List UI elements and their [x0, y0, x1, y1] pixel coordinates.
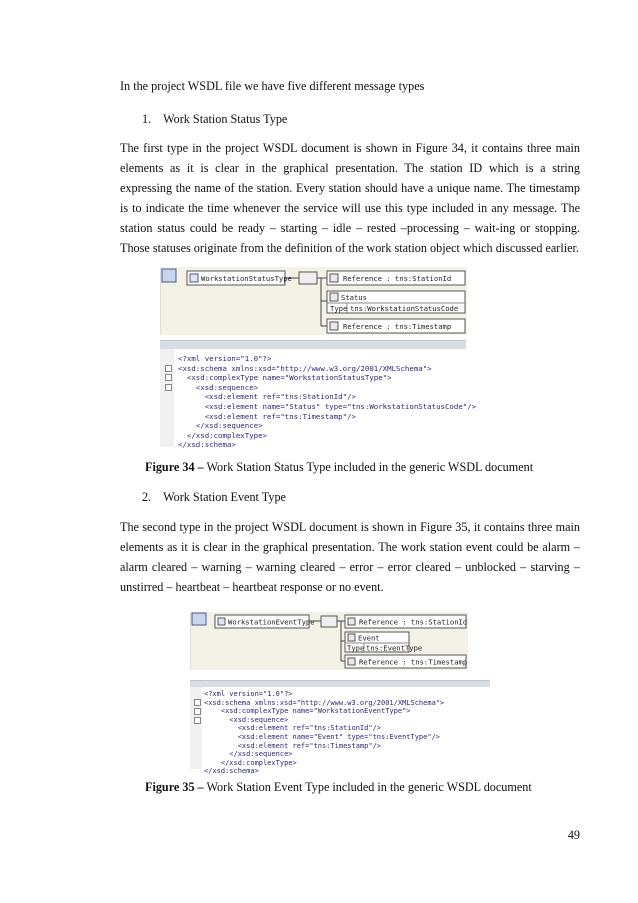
ref-timestamp-label: Reference : tns:Timestamp — [359, 657, 468, 667]
list-number: 2. — [142, 490, 152, 504]
list-item-2 — [142, 490, 286, 505]
page-number: 49 — [567, 828, 580, 842]
element-icon — [348, 634, 355, 641]
root-node-icon — [162, 269, 176, 282]
type-label: Type — [347, 643, 365, 653]
collapse-toggle-icon[interactable] — [194, 699, 201, 706]
collapse-toggle-icon[interactable] — [165, 365, 172, 372]
element-icon — [330, 293, 338, 301]
type-label: Type — [330, 304, 348, 313]
collapse-toggle-icon[interactable] — [194, 708, 201, 715]
element-icon — [330, 274, 338, 282]
complex-type-icon — [190, 274, 198, 282]
list-label: Work Station Event Type — [163, 490, 286, 504]
type-value: tns:WorkstationStatusCode — [350, 304, 459, 313]
ref-stationid-label: Reference : tns:StationId — [359, 617, 468, 627]
caption-text: Work Station Status Type included in the generic WSDL document — [206, 460, 534, 474]
element-icon — [348, 658, 355, 665]
complex-type-name: WorkstationStatusType — [201, 274, 292, 283]
caption-label: Figure 35 – — [145, 780, 204, 794]
xml-code: <?xml version="1.0"?> <xsd:schema xmlns:xsd="http://www.w3.org/2001/XMLSchema"> <xsd:complexType name="WorkstationEventType"> <xsd:sequence> <xsd:element ref="tns:StationId"/> <xsd:element name="Event" type="tns:EventType"/> <xsd:element ref="tns:Timestamp"/> </xsd:sequence> </xsd:complexType> </xsd:schema> — [204, 690, 445, 776]
caption-label: Figure 34 – — [145, 460, 204, 474]
status-element-name: Status — [341, 293, 367, 302]
complex-type-icon — [218, 618, 225, 625]
ref-stationid-label: Reference : tns:StationId — [343, 274, 452, 283]
schema-diagram-svg — [191, 612, 468, 670]
sequence-icon — [299, 272, 317, 284]
root-node-icon — [192, 613, 206, 625]
ref-timestamp-label: Reference : tns:Timestamp — [343, 322, 452, 331]
figure-34-diagram — [160, 267, 467, 335]
collapse-toggle-icon[interactable] — [194, 717, 201, 724]
figure-35-diagram — [190, 612, 468, 670]
sequence-icon — [321, 616, 337, 627]
element-icon — [330, 322, 338, 330]
collapse-toggle-icon[interactable] — [165, 384, 172, 391]
xml-code: <?xml version="1.0"?> <xsd:schema xmlns:xsd="http://www.w3.org/2001/XMLSchema"> <xsd:complexType name="WorkstationStatusType"> <xsd:sequence> <xsd:element ref="tns:StationId"/> <xsd:element name="Status" type="tns:WorkstationStatusCode"/> <xsd:element ref="tns:Timestamp"/> </xsd:sequence> </xsd:complexType> </xsd:schema> — [178, 354, 477, 450]
figure-35-code — [190, 680, 490, 776]
figure-34-caption — [145, 460, 533, 475]
collapse-toggle-icon[interactable] — [165, 374, 172, 381]
element-icon — [348, 618, 355, 625]
complex-type-name: WorkstationEventType — [228, 617, 315, 627]
type-value: tns:EventType — [366, 643, 423, 653]
paragraph-1: The first type in the project WSDL document is shown in Figure 34, it contains three main elements as it is clear in the graphical presentation. The station ID which is a string expressing the name of the station. Every station should have a unique name. The timestamp is to indicate the time whenever the service will use this type included in any message. The station status could be ready – starting – idle – rested –processing – wait-ing or stopping. Those statuses originate from the definition of the work station object which discussed earlier. — [120, 141, 580, 255]
figure-34-code — [160, 340, 477, 450]
paragraph-2: The second type in the project WSDL document is shown in Figure 35, it contains three main elements as it is clear in the graphical presentation. The work station event could be alarm – alarm cleared – warning – warning cleared – error – error cleared – unblocked – starving – unstirred – heartbeat – heartbeat response or no event. — [120, 520, 580, 594]
list-label: Work Station Status Type — [163, 112, 288, 126]
figure-35-caption — [145, 780, 532, 795]
list-item-1 — [142, 112, 287, 127]
event-element-name: Event — [358, 633, 380, 643]
schema-diagram-svg — [161, 267, 467, 335]
list-number: 1. — [142, 112, 152, 126]
caption-text: Work Station Event Type included in the generic WSDL document — [206, 780, 532, 794]
intro-text: In the project WSDL file we have five different message types — [120, 79, 425, 93]
